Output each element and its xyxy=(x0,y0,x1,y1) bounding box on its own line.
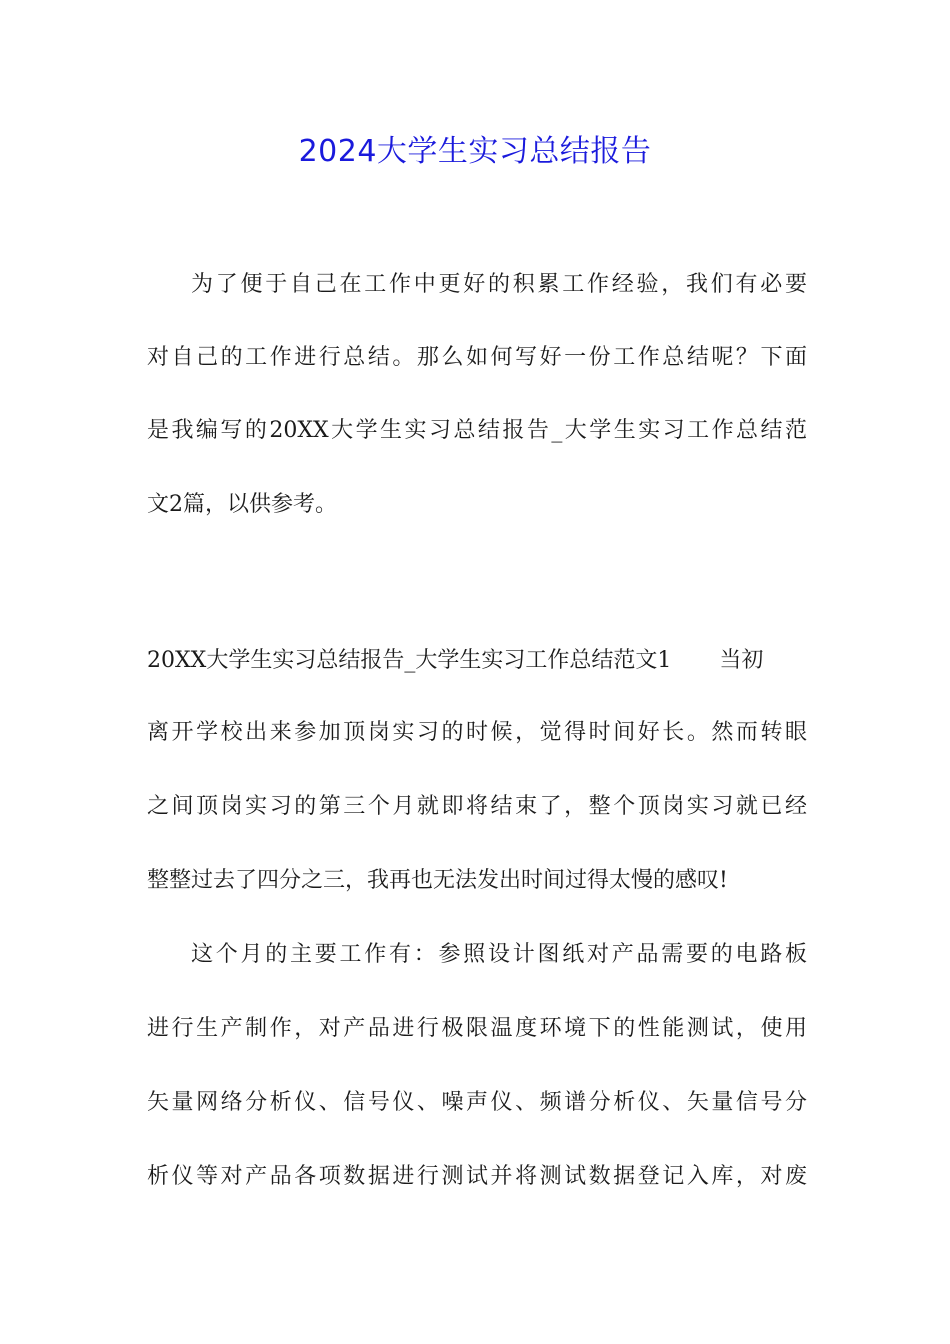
para2-line-2: 进行生产制作，对产品进行极限温度环境下的性能测试，使用 xyxy=(147,1016,807,1041)
section-heading-line xyxy=(147,643,807,679)
section-heading: 20XX大学生实习总结报告_大学生实习工作总结范文1 xyxy=(147,648,672,673)
intro-line-1: 为了便于自己在工作中更好的积累工作经验，我们有必要 xyxy=(191,272,807,297)
intro-line-2: 对自己的工作进行总结。那么如何写好一份工作总结呢？下面 xyxy=(147,345,807,370)
intro-line-4: 文2篇，以供参考。 xyxy=(147,492,337,517)
para1-line-1: 离开学校出来参加顶岗实习的时候，觉得时间好长。然而转眼 xyxy=(147,720,807,745)
para1-line-2: 之间顶岗实习的第三个月就即将结束了，整个顶岗实习就已经 xyxy=(147,794,807,819)
para2-line-4: 析仪等对产品各项数据进行测试并将测试数据登记入库，对废 xyxy=(147,1164,807,1189)
section-heading-tail: 当初 xyxy=(719,648,764,673)
intro-line-3: 是我编写的20XX大学生实习总结报告_大学生实习工作总结范 xyxy=(147,418,807,443)
document-title: 2024大学生实习总结报告 xyxy=(298,134,652,169)
para2-line-1: 这个月的主要工作有：参照设计图纸对产品需要的电路板 xyxy=(191,942,807,967)
para1-line-3: 整整过去了四分之三，我再也无法发出时间过得太慢的感叹! xyxy=(147,868,728,893)
para2-line-3: 矢量网络分析仪、信号仪、噪声仪、频谱分析仪、矢量信号分 xyxy=(147,1090,807,1115)
